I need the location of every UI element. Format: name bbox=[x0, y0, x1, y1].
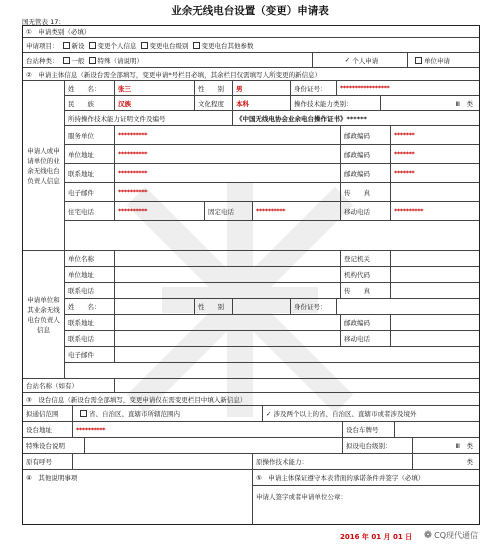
section-5-title: ⑤ 申请主体保证遵守本表背面的承诺条件并签字（必填） bbox=[253, 470, 479, 486]
unit-head-row bbox=[65, 299, 479, 315]
station-id-value[interactable] bbox=[395, 422, 479, 437]
option-change-other: 变更电台其他参数 bbox=[201, 41, 254, 50]
service-unit-row bbox=[65, 126, 479, 145]
unit-address-row bbox=[65, 145, 479, 164]
gender-label: 性 别 bbox=[198, 84, 224, 93]
form-serial: 国无管表 17： bbox=[22, 18, 65, 26]
station-type-label: 台站种类： bbox=[26, 56, 59, 65]
unit-address-value[interactable]: ********** bbox=[118, 150, 147, 158]
special-row bbox=[23, 438, 479, 454]
head-phone-value[interactable] bbox=[115, 331, 341, 346]
id-value[interactable]: ***************** bbox=[340, 84, 390, 92]
contact-phone-label: 联系电话 bbox=[68, 287, 94, 295]
name-value[interactable]: 张三 bbox=[118, 84, 131, 93]
callsign-row bbox=[23, 379, 479, 393]
checkbox-region-local[interactable] bbox=[80, 410, 87, 417]
unit-address-label: 单位地址 bbox=[68, 150, 94, 159]
option-personal-apply: 个人申请 bbox=[352, 56, 379, 65]
head-address-value[interactable] bbox=[115, 315, 341, 330]
station-id-label: 设台车牌号 bbox=[346, 426, 379, 434]
proof-row bbox=[65, 111, 479, 126]
cert-class-label: 操作技术能力类别： bbox=[294, 99, 353, 108]
section-3-header bbox=[23, 393, 479, 406]
option-new: 新设 bbox=[71, 41, 85, 50]
application-form bbox=[22, 25, 480, 525]
section-1-title: ① 申请类别（必填） bbox=[26, 28, 91, 36]
unit-address-label-2: 单位地址 bbox=[68, 271, 94, 279]
orig-call-value[interactable] bbox=[73, 454, 253, 469]
level-label: 拟设电台级别： bbox=[346, 442, 392, 450]
unit-name-row bbox=[65, 251, 479, 267]
check-mark-icon: ✓ bbox=[344, 56, 351, 64]
option-unit-apply: 单位申请 bbox=[424, 56, 450, 65]
unit-contact-row bbox=[65, 283, 479, 299]
contact-phone-value[interactable] bbox=[115, 283, 341, 298]
head-id-value[interactable] bbox=[337, 299, 479, 314]
sign-date: 2016 年 01 月 01 日 bbox=[340, 533, 413, 541]
section-5 bbox=[253, 470, 479, 524]
head-email-label: 电子邮件 bbox=[68, 351, 94, 359]
fax-label: 传 真 bbox=[344, 188, 370, 197]
postcode-label-3: 邮政编码 bbox=[344, 169, 370, 178]
check-mark-icon-2: ✓ bbox=[266, 409, 272, 418]
org-code-value[interactable] bbox=[391, 267, 479, 282]
ethnic-value[interactable]: 汉族 bbox=[118, 99, 131, 108]
address-value[interactable]: ********** bbox=[76, 425, 105, 434]
postcode-value-1[interactable]: ******* bbox=[394, 131, 415, 139]
section-3-title: ③ 设台信息（新设台需全部填写，变更申请仅在需变更栏目中填入新信息） bbox=[26, 395, 247, 404]
option-region-local: 省、自治区、直辖市所辖范围内 bbox=[89, 410, 180, 418]
section-2-header bbox=[23, 68, 479, 81]
section-4 bbox=[23, 470, 253, 524]
org-code-label: 机构代码 bbox=[344, 271, 370, 279]
landline-value[interactable]: ********** bbox=[118, 207, 147, 215]
proof-label: 所持操作技术能力证明文件及编号 bbox=[68, 114, 166, 123]
head-mobile-label: 移动电话 bbox=[344, 335, 370, 343]
special-label: 特殊设台说明 bbox=[26, 442, 65, 450]
station-type-row bbox=[23, 53, 479, 68]
checkbox-change-other[interactable] bbox=[193, 42, 200, 49]
unit-spacer bbox=[65, 363, 479, 379]
unit-name-value[interactable] bbox=[115, 251, 341, 266]
form-title: 业余无线电台设置（变更）申请表 bbox=[171, 5, 329, 17]
head-postcode-value[interactable] bbox=[391, 315, 479, 330]
apply-item-label: 申请项目： bbox=[26, 41, 59, 50]
special-value[interactable] bbox=[85, 438, 343, 453]
postcode-label-1: 邮政编码 bbox=[344, 131, 370, 140]
callsign-value[interactable] bbox=[115, 379, 479, 392]
sign-label: 申请人签字或者申请单位公章： bbox=[256, 493, 347, 501]
head-gender-label: 性 别 bbox=[198, 303, 224, 311]
head-id-label: 身份证号： bbox=[294, 303, 327, 311]
fixed-phone-label: 固定电话 bbox=[208, 207, 234, 216]
address-row bbox=[23, 422, 479, 438]
email-label: 电子邮件 bbox=[68, 188, 94, 197]
orig-call-label: 原有呼号 bbox=[26, 458, 52, 466]
name-label: 姓 名： bbox=[68, 84, 101, 93]
address-label: 设台地址 bbox=[26, 426, 52, 434]
level-value[interactable]: Ⅲ 类 bbox=[455, 442, 473, 450]
fax-value-2[interactable] bbox=[391, 283, 479, 298]
head-address-label: 联系地址 bbox=[68, 319, 94, 327]
id-label: 身份证号： bbox=[294, 84, 327, 93]
wechat-icon: ❁ bbox=[423, 530, 433, 541]
unit-side-label: 申请单位和其业余无线电台负责人信息 bbox=[23, 251, 65, 379]
email-value[interactable]: ********** bbox=[118, 188, 147, 196]
postcode-label-2: 邮政编码 bbox=[344, 150, 370, 159]
orig-cert-label: 原操作技术能力： bbox=[256, 458, 308, 466]
unit-name-label: 单位名称 bbox=[68, 255, 94, 263]
head-phone-label: 联系电话 bbox=[68, 335, 94, 343]
postcode-value-3[interactable]: ******* bbox=[394, 169, 415, 177]
region-label: 拟通信范围 bbox=[26, 410, 59, 418]
option-change-personal: 变更个人信息 bbox=[97, 41, 137, 50]
option-change-level: 变更电台级别 bbox=[149, 41, 189, 50]
option-region-multi: 涉及两个以上的省、自治区、直辖市或者涉及境外 bbox=[273, 410, 417, 418]
cert-class-value[interactable]: Ⅲ 类 bbox=[455, 99, 473, 108]
option-special: 特殊（请说明） bbox=[97, 56, 143, 65]
reg-authority-label: 登记机关 bbox=[344, 255, 370, 263]
head-email-value[interactable] bbox=[115, 347, 479, 362]
head-name-value[interactable] bbox=[115, 299, 195, 314]
checkbox-change-personal[interactable] bbox=[89, 42, 96, 49]
name-row bbox=[65, 81, 479, 96]
apply-item-row bbox=[23, 38, 479, 53]
person-side-label: 申请人或申请单位的业余无线电台负责人信息 bbox=[23, 81, 65, 251]
section-1-header bbox=[23, 26, 479, 38]
fax-value[interactable] bbox=[391, 183, 479, 201]
head-addr-row bbox=[65, 315, 479, 331]
orig-row bbox=[23, 454, 479, 470]
checkbox-general[interactable] bbox=[63, 57, 70, 64]
brand-text: CQ现代通信 bbox=[434, 531, 478, 540]
unit-addr2-row bbox=[65, 267, 479, 283]
head-phone-row bbox=[65, 331, 479, 347]
service-unit-label: 服务单位 bbox=[68, 131, 94, 140]
ethnic-label: 民 族 bbox=[68, 99, 94, 108]
option-general: 一般 bbox=[71, 56, 85, 65]
checkbox-new[interactable] bbox=[63, 42, 70, 49]
contact-address-value[interactable]: ********** bbox=[118, 169, 147, 177]
checkbox-change-level[interactable] bbox=[141, 42, 148, 49]
checkbox-unit-apply[interactable] bbox=[415, 57, 422, 64]
region-row bbox=[23, 406, 479, 422]
checkbox-special[interactable] bbox=[89, 57, 96, 64]
brand-logo bbox=[424, 530, 478, 541]
email-row bbox=[65, 183, 479, 202]
proof-value[interactable]: 《中国无线电协会业余电台操作证书》****** bbox=[236, 114, 367, 123]
ethnic-row bbox=[65, 96, 479, 111]
fax-label-2: 传 真 bbox=[344, 287, 370, 295]
phone-row bbox=[65, 202, 479, 221]
section-2-title: ② 申请主体信息（新设台需全部填写，变更申请*号栏目必填，其余栏目仅需填写人所变更的新信息） bbox=[26, 70, 322, 79]
callsign-label: 台站名称（如有） bbox=[26, 382, 78, 390]
section-4-title: ④ 其他说明事项 bbox=[26, 474, 78, 482]
postcode-value-2[interactable]: ******* bbox=[394, 150, 415, 158]
service-unit-value[interactable]: ********** bbox=[118, 131, 147, 139]
head-gender-value[interactable] bbox=[233, 299, 291, 314]
head-email-row bbox=[65, 347, 479, 363]
contact-address-row bbox=[65, 164, 479, 183]
orig-cert-value[interactable]: 类 bbox=[466, 458, 473, 466]
head-postcode-label: 邮政编码 bbox=[344, 319, 370, 327]
head-name-label: 姓 名： bbox=[68, 303, 101, 311]
mobile-label: 移动电话 bbox=[344, 207, 370, 216]
edu-label: 文化程度 bbox=[198, 99, 224, 108]
head-mobile-value[interactable] bbox=[391, 331, 479, 346]
edu-value[interactable]: 本科 bbox=[236, 99, 249, 108]
contact-address-label: 联系地址 bbox=[68, 169, 94, 178]
gender-value[interactable]: 男 bbox=[236, 84, 243, 93]
mobile-value[interactable]: ********** bbox=[394, 207, 423, 215]
person-spacer bbox=[65, 221, 479, 251]
fixed-phone-value[interactable]: ********** bbox=[256, 207, 285, 215]
reg-authority-value[interactable] bbox=[391, 251, 479, 266]
unit-address-value-2[interactable] bbox=[115, 267, 341, 282]
landline-label: 住宅电话 bbox=[68, 207, 94, 216]
